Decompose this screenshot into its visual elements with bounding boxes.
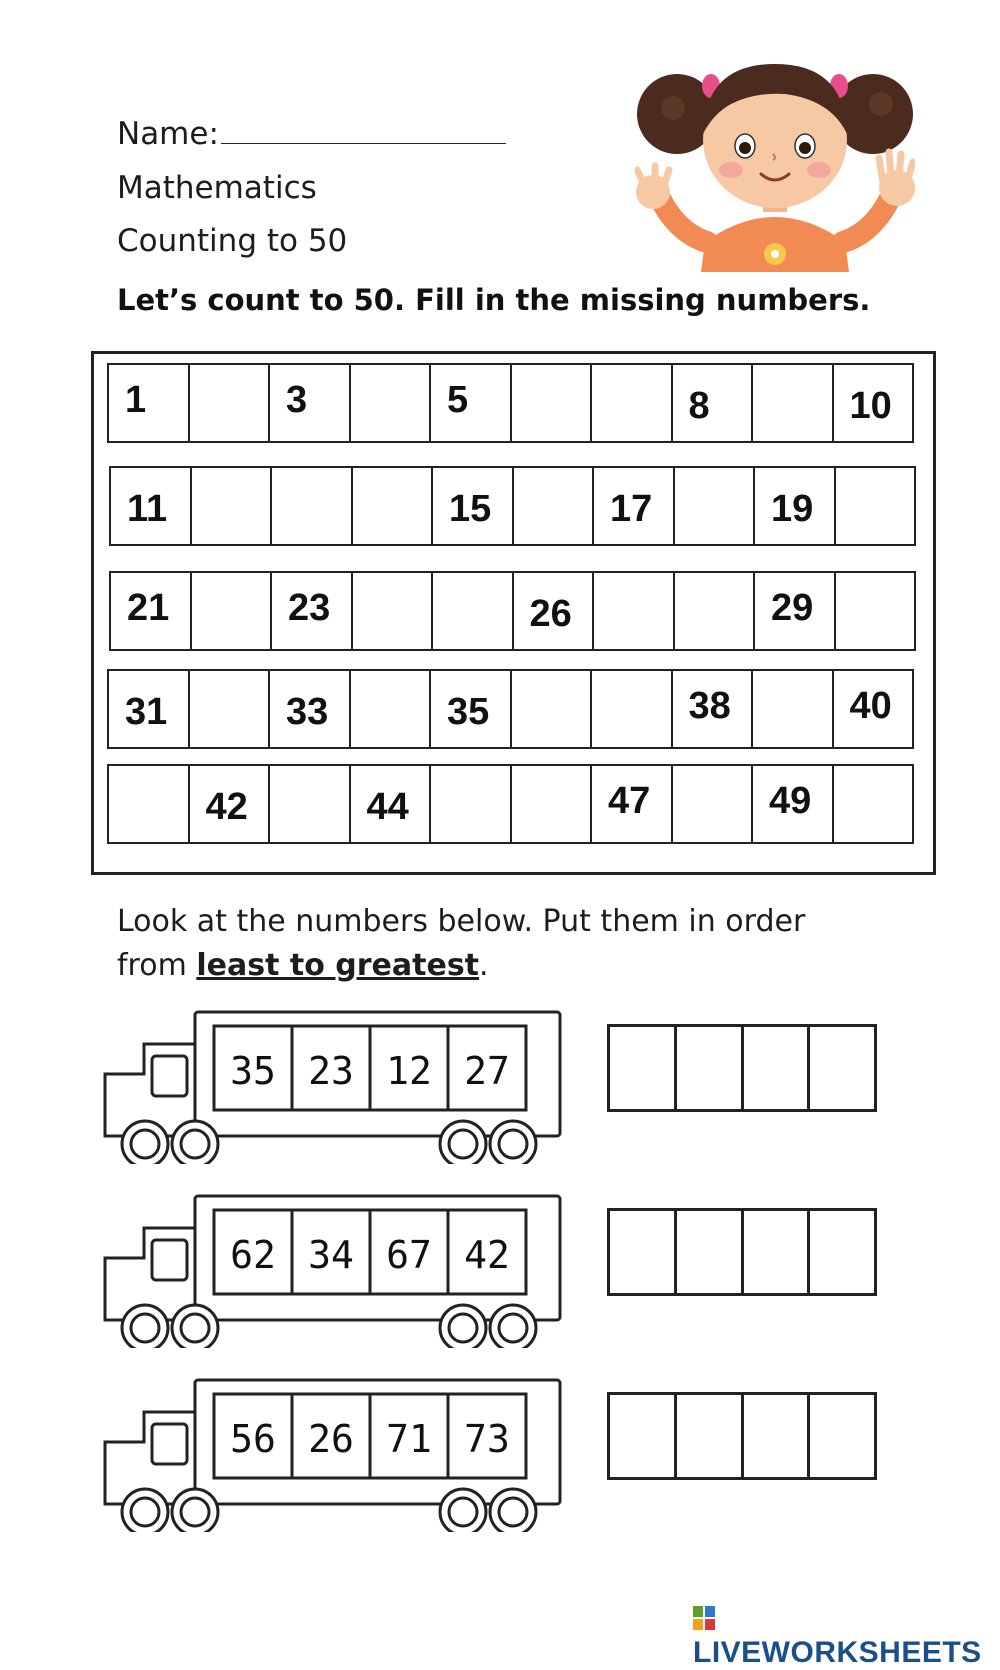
answer-input[interactable] bbox=[677, 1395, 741, 1477]
grid-answer-input[interactable] bbox=[598, 677, 669, 743]
grid-number: 26 bbox=[529, 593, 572, 635]
ordering-period: . bbox=[479, 948, 489, 983]
answer-input[interactable] bbox=[610, 1027, 674, 1109]
subject-label: Mathematics bbox=[117, 170, 317, 206]
grid-number: 3 bbox=[286, 379, 308, 421]
grid-number: 5 bbox=[447, 379, 469, 421]
grid-number: 33 bbox=[286, 691, 329, 733]
grid-answer-input[interactable] bbox=[278, 474, 349, 540]
answer-boxes bbox=[607, 1024, 877, 1112]
grid-number: 42 bbox=[205, 786, 248, 828]
grid-blank-cell[interactable] bbox=[351, 671, 432, 747]
grid-answer-input[interactable] bbox=[842, 579, 913, 645]
truck-drawing bbox=[100, 1372, 575, 1532]
grid-number-cell bbox=[431, 671, 512, 747]
grid-row bbox=[107, 764, 914, 844]
grid-blank-cell[interactable] bbox=[836, 573, 915, 649]
grid-number-cell bbox=[109, 671, 190, 747]
grid-number-cell bbox=[190, 766, 271, 842]
grid-blank-cell[interactable] bbox=[836, 468, 915, 544]
truck-number: 34 bbox=[308, 1233, 354, 1277]
grid-number-cell bbox=[755, 573, 836, 649]
grid-number-cell bbox=[834, 365, 913, 441]
grid-blank-cell[interactable] bbox=[753, 671, 834, 747]
grid-number-cell bbox=[433, 468, 514, 544]
grid-number: 15 bbox=[449, 488, 492, 530]
answer-box[interactable] bbox=[810, 1211, 874, 1293]
grid-number-cell bbox=[514, 573, 595, 649]
grid-number-cell bbox=[111, 573, 192, 649]
grid-number: 38 bbox=[688, 685, 731, 727]
answer-box[interactable] bbox=[677, 1211, 744, 1293]
grid-answer-input[interactable] bbox=[518, 677, 589, 743]
answer-box[interactable] bbox=[810, 1395, 874, 1477]
grid-number: 35 bbox=[447, 691, 490, 733]
grid-answer-input[interactable] bbox=[759, 677, 830, 743]
grid-number-cell bbox=[270, 365, 351, 441]
grid-blank-cell[interactable] bbox=[512, 671, 593, 747]
grid-number: 10 bbox=[849, 385, 892, 427]
grid-number: 29 bbox=[771, 587, 814, 629]
answer-input[interactable] bbox=[744, 1395, 808, 1477]
truck-number: 67 bbox=[386, 1233, 432, 1277]
grid-answer-input[interactable] bbox=[437, 772, 508, 838]
truck-drawing bbox=[100, 1188, 575, 1348]
truck-number: 27 bbox=[464, 1049, 510, 1093]
grid-answer-input[interactable] bbox=[840, 772, 911, 838]
grid-number: 40 bbox=[849, 685, 892, 727]
answer-box[interactable] bbox=[677, 1027, 744, 1109]
grid-answer-input[interactable] bbox=[198, 579, 269, 645]
truck-window bbox=[152, 1424, 187, 1464]
truck-number: 26 bbox=[308, 1417, 354, 1461]
grid-row bbox=[107, 669, 914, 749]
truck-number: 56 bbox=[230, 1417, 276, 1461]
grid-row bbox=[109, 571, 916, 651]
grid-answer-input[interactable] bbox=[359, 474, 430, 540]
grid-blank-cell[interactable] bbox=[190, 365, 271, 441]
grid-number: 31 bbox=[125, 691, 168, 733]
grid-number-cell bbox=[111, 468, 192, 544]
grid-blank-cell[interactable] bbox=[272, 468, 353, 544]
answer-box[interactable] bbox=[744, 1027, 811, 1109]
answer-input[interactable] bbox=[744, 1211, 808, 1293]
grid-answer-input[interactable] bbox=[520, 474, 591, 540]
grid-number-cell bbox=[272, 573, 353, 649]
grid-blank-cell[interactable] bbox=[675, 573, 756, 649]
grid-number-cell bbox=[351, 766, 432, 842]
grid-blank-cell[interactable] bbox=[433, 573, 514, 649]
answer-boxes bbox=[607, 1208, 877, 1296]
grid-number-cell bbox=[270, 671, 351, 747]
grid-row bbox=[109, 466, 916, 546]
grid-answer-input[interactable] bbox=[359, 579, 430, 645]
logo-text: LIVEWORKSHEETS bbox=[693, 1636, 982, 1669]
answer-input[interactable] bbox=[610, 1211, 674, 1293]
grid-blank-cell[interactable] bbox=[592, 671, 673, 747]
grid-blank-cell[interactable] bbox=[673, 766, 754, 842]
grid-blank-cell[interactable] bbox=[353, 573, 434, 649]
grid-blank-cell[interactable] bbox=[431, 766, 512, 842]
grid-number-cell bbox=[594, 468, 675, 544]
grid-blank-cell[interactable] bbox=[109, 766, 190, 842]
grid-answer-input[interactable] bbox=[681, 474, 752, 540]
ordering-text: Look at the numbers below. Put them in order from bbox=[117, 904, 806, 983]
answer-box[interactable] bbox=[610, 1027, 677, 1109]
grid-blank-cell[interactable] bbox=[192, 573, 273, 649]
name-blank-line bbox=[221, 119, 506, 144]
grid-number-cell bbox=[592, 766, 673, 842]
truck-number: 23 bbox=[308, 1049, 354, 1093]
grid-answer-input[interactable] bbox=[518, 772, 589, 838]
ordering-instruction bbox=[117, 900, 877, 988]
grid-blank-cell[interactable] bbox=[675, 468, 756, 544]
grid-number: 11 bbox=[127, 488, 168, 530]
answer-box[interactable] bbox=[744, 1395, 811, 1477]
grid-blank-cell[interactable] bbox=[270, 766, 351, 842]
topic-label: Counting to 50 bbox=[117, 223, 348, 259]
grid-number: 1 bbox=[125, 379, 147, 421]
grid-row bbox=[107, 363, 914, 443]
grid-answer-input[interactable] bbox=[276, 772, 347, 838]
answer-input[interactable] bbox=[744, 1027, 808, 1109]
grid-number-cell bbox=[673, 365, 754, 441]
truck-window bbox=[152, 1056, 187, 1096]
answer-input[interactable] bbox=[810, 1395, 874, 1477]
grid-answer-input[interactable] bbox=[600, 579, 671, 645]
grid-number-cell bbox=[673, 671, 754, 747]
grid-answer-input[interactable] bbox=[842, 474, 913, 540]
grid-blank-cell[interactable] bbox=[594, 573, 675, 649]
grid-answer-input[interactable] bbox=[598, 371, 669, 437]
grid-number-cell bbox=[834, 671, 913, 747]
truck-number: 71 bbox=[386, 1417, 432, 1461]
grid-blank-cell[interactable] bbox=[753, 365, 834, 441]
name-label-line bbox=[117, 116, 506, 152]
answer-boxes bbox=[607, 1392, 877, 1480]
grid-number: 47 bbox=[608, 780, 651, 822]
grid-number-cell bbox=[109, 365, 190, 441]
answer-box[interactable] bbox=[610, 1211, 677, 1293]
grid-answer-input[interactable] bbox=[198, 474, 269, 540]
grid-answer-input[interactable] bbox=[518, 371, 589, 437]
answer-box[interactable] bbox=[610, 1395, 677, 1477]
grid-answer-input[interactable] bbox=[439, 579, 510, 645]
fill-missing-instruction: Let’s count to 50. Fill in the missing numbers. bbox=[117, 283, 871, 317]
grid-answer-input[interactable] bbox=[196, 371, 267, 437]
grid-number: 19 bbox=[771, 488, 814, 530]
liveworksheets-logo bbox=[693, 1602, 1000, 1670]
truck-window bbox=[152, 1240, 187, 1280]
grid-blank-cell[interactable] bbox=[512, 766, 593, 842]
girl-illustration bbox=[635, 42, 915, 272]
answer-box[interactable] bbox=[677, 1395, 744, 1477]
grid-answer-input[interactable] bbox=[115, 772, 186, 838]
grid-number-cell bbox=[431, 365, 512, 441]
grid-number: 49 bbox=[769, 780, 812, 822]
answer-box[interactable] bbox=[744, 1211, 811, 1293]
answer-input[interactable] bbox=[810, 1027, 874, 1109]
answer-input[interactable] bbox=[677, 1027, 741, 1109]
truck-number: 35 bbox=[230, 1049, 276, 1093]
answer-input[interactable] bbox=[677, 1211, 741, 1293]
grid-blank-cell[interactable] bbox=[190, 671, 271, 747]
grid-answer-input[interactable] bbox=[759, 371, 830, 437]
grid-answer-input[interactable] bbox=[681, 579, 752, 645]
grid-number-cell bbox=[755, 468, 836, 544]
truck-number: 42 bbox=[464, 1233, 510, 1277]
grid-answer-input[interactable] bbox=[196, 677, 267, 743]
truck-drawing bbox=[100, 1004, 575, 1164]
liveworksheets-logo-icon bbox=[693, 1606, 717, 1632]
truck-number: 73 bbox=[464, 1417, 510, 1461]
grid-blank-cell[interactable] bbox=[592, 365, 673, 441]
grid-number: 17 bbox=[610, 488, 653, 530]
grid-number: 44 bbox=[366, 786, 409, 828]
grid-number: 23 bbox=[288, 587, 331, 629]
grid-answer-input[interactable] bbox=[357, 371, 428, 437]
name-label: Name: bbox=[117, 116, 219, 152]
grid-blank-cell[interactable] bbox=[514, 468, 595, 544]
answer-box[interactable] bbox=[810, 1027, 874, 1109]
grid-number-cell bbox=[753, 766, 834, 842]
truck-number: 12 bbox=[386, 1049, 432, 1093]
answer-input[interactable] bbox=[810, 1211, 874, 1293]
grid-answer-input[interactable] bbox=[357, 677, 428, 743]
ordering-emphasis: least to greatest bbox=[196, 948, 480, 983]
grid-blank-cell[interactable] bbox=[192, 468, 273, 544]
grid-blank-cell[interactable] bbox=[834, 766, 913, 842]
grid-number: 8 bbox=[688, 385, 710, 427]
grid-answer-input[interactable] bbox=[679, 772, 750, 838]
truck-number: 62 bbox=[230, 1233, 276, 1277]
grid-blank-cell[interactable] bbox=[353, 468, 434, 544]
grid-blank-cell[interactable] bbox=[512, 365, 593, 441]
grid-number: 21 bbox=[127, 587, 170, 629]
answer-input[interactable] bbox=[610, 1395, 674, 1477]
grid-blank-cell[interactable] bbox=[351, 365, 432, 441]
